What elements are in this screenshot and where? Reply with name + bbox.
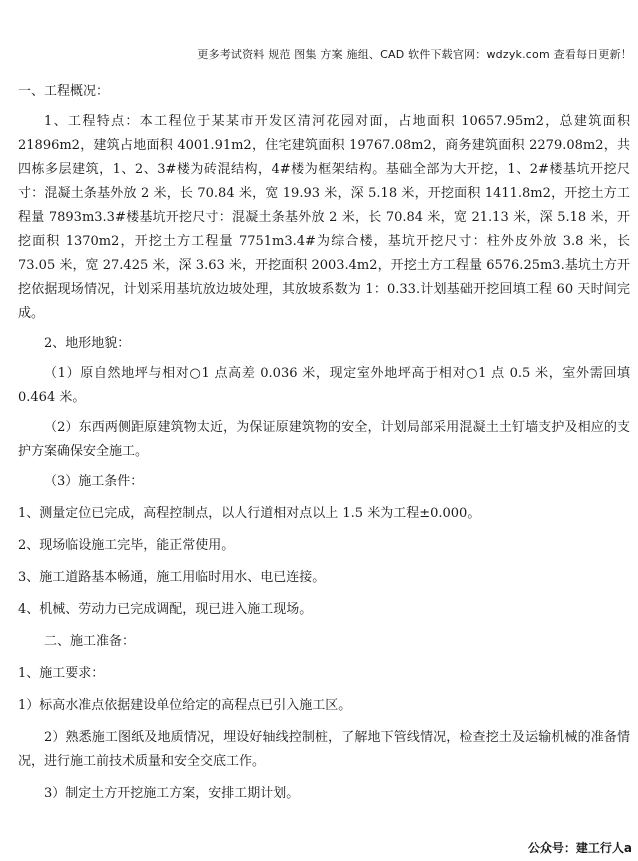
list-item-condition-3: 3、施工道路基本畅通，施工用临时用水、电已连接。: [18, 570, 326, 585]
list-item-condition-4: 4、机械、劳动力已完成调配，现已进入施工现场。: [18, 602, 313, 617]
paragraph-project-features: 1、工程特点：本工程位于某某市开发区清河花园对面，占地面积 10657.95m2，总建筑面积 21896m2，建筑占地面积 4001.91m2，住宅建筑面积 19767.08m2，商务建筑面积 2279.08m2，共四栋多层建筑，1、2、3#楼为砖混结构，4#楼为框架结构。基础全部为大开挖，1、2#楼基坑开挖尺寸：混凝土条基外放 2 米，长 70.84 米，宽 19.93 米，深 5.18 米，开挖面积 1411.8m2，开挖土方工程量 7893m3.3#楼基坑开挖尺寸：混凝土条基外放 2 米，长 70.84 米，宽 21.13 米，深 5.18 米，开挖面积 1370m2，开挖土方工程量 7751m3.4#为综合楼，基坑开挖尺寸：柱外皮外放 3.8 米，长 73.05 米，宽 27.425 米，深 3.63 米，开挖面积 2003.4m2，开挖土方工程量 6576.25m3.基坑土方开挖依据现场情况，计划采用基坑放边坡处理，其放坡系数为 1：0.33.计划基础开挖回填工程 60 天时间完成。: [18, 114, 630, 321]
page-header-banner: 更多考试资料 规范 图集 方案 施组、CAD 软件下载官网：wdzyk.com 查看每日更新！: [197, 48, 632, 61]
list-item-condition-2: 2、现场临设施工完毕，能正常使用。: [18, 538, 235, 553]
subheading-construction-conditions: （3）施工条件：: [44, 474, 144, 489]
subheading-terrain: 2、地形地貌：: [44, 336, 131, 351]
section-heading-preparation: 二、施工准备：: [44, 634, 136, 649]
subheading-requirements: 1、施工要求：: [18, 666, 105, 681]
list-item-condition-1: 1、测量定位已完成，高程控制点，以人行道相对点以上 1.5 米为工程±0.000。: [18, 506, 481, 521]
section-heading-overview: 一、工程概况：: [18, 84, 110, 99]
list-item-requirement-2: 2）熟悉施工图纸及地质情况，埋设好轴线控制桩，了解地下管线情况，检查挖土及运输机械的准备情况，进行施工前技术质量和安全交底工作。: [18, 730, 630, 769]
paragraph-terrain-1: （1）原自然地坪与相对○1 点高差 0.036 米，现定室外地坪高于相对○1 点 0.5 米，室外需回填 0.464 米。: [18, 366, 630, 405]
list-item-requirement-1: 1）标高水准点依据建设单位给定的高程点已引入施工区。: [18, 698, 352, 713]
paragraph-terrain-2: （2）东西两侧距原建筑物太近，为保证原建筑物的安全，计划局部采用混凝土土钉墙支护及相应的支护方案确保安全施工。: [18, 420, 630, 459]
document-body: [18, 80, 630, 806]
list-item-requirement-3: 3）制定土方开挖施工方案，安排工期计划。: [44, 786, 300, 801]
footer-watermark: 公众号：建工行人a: [527, 841, 632, 855]
